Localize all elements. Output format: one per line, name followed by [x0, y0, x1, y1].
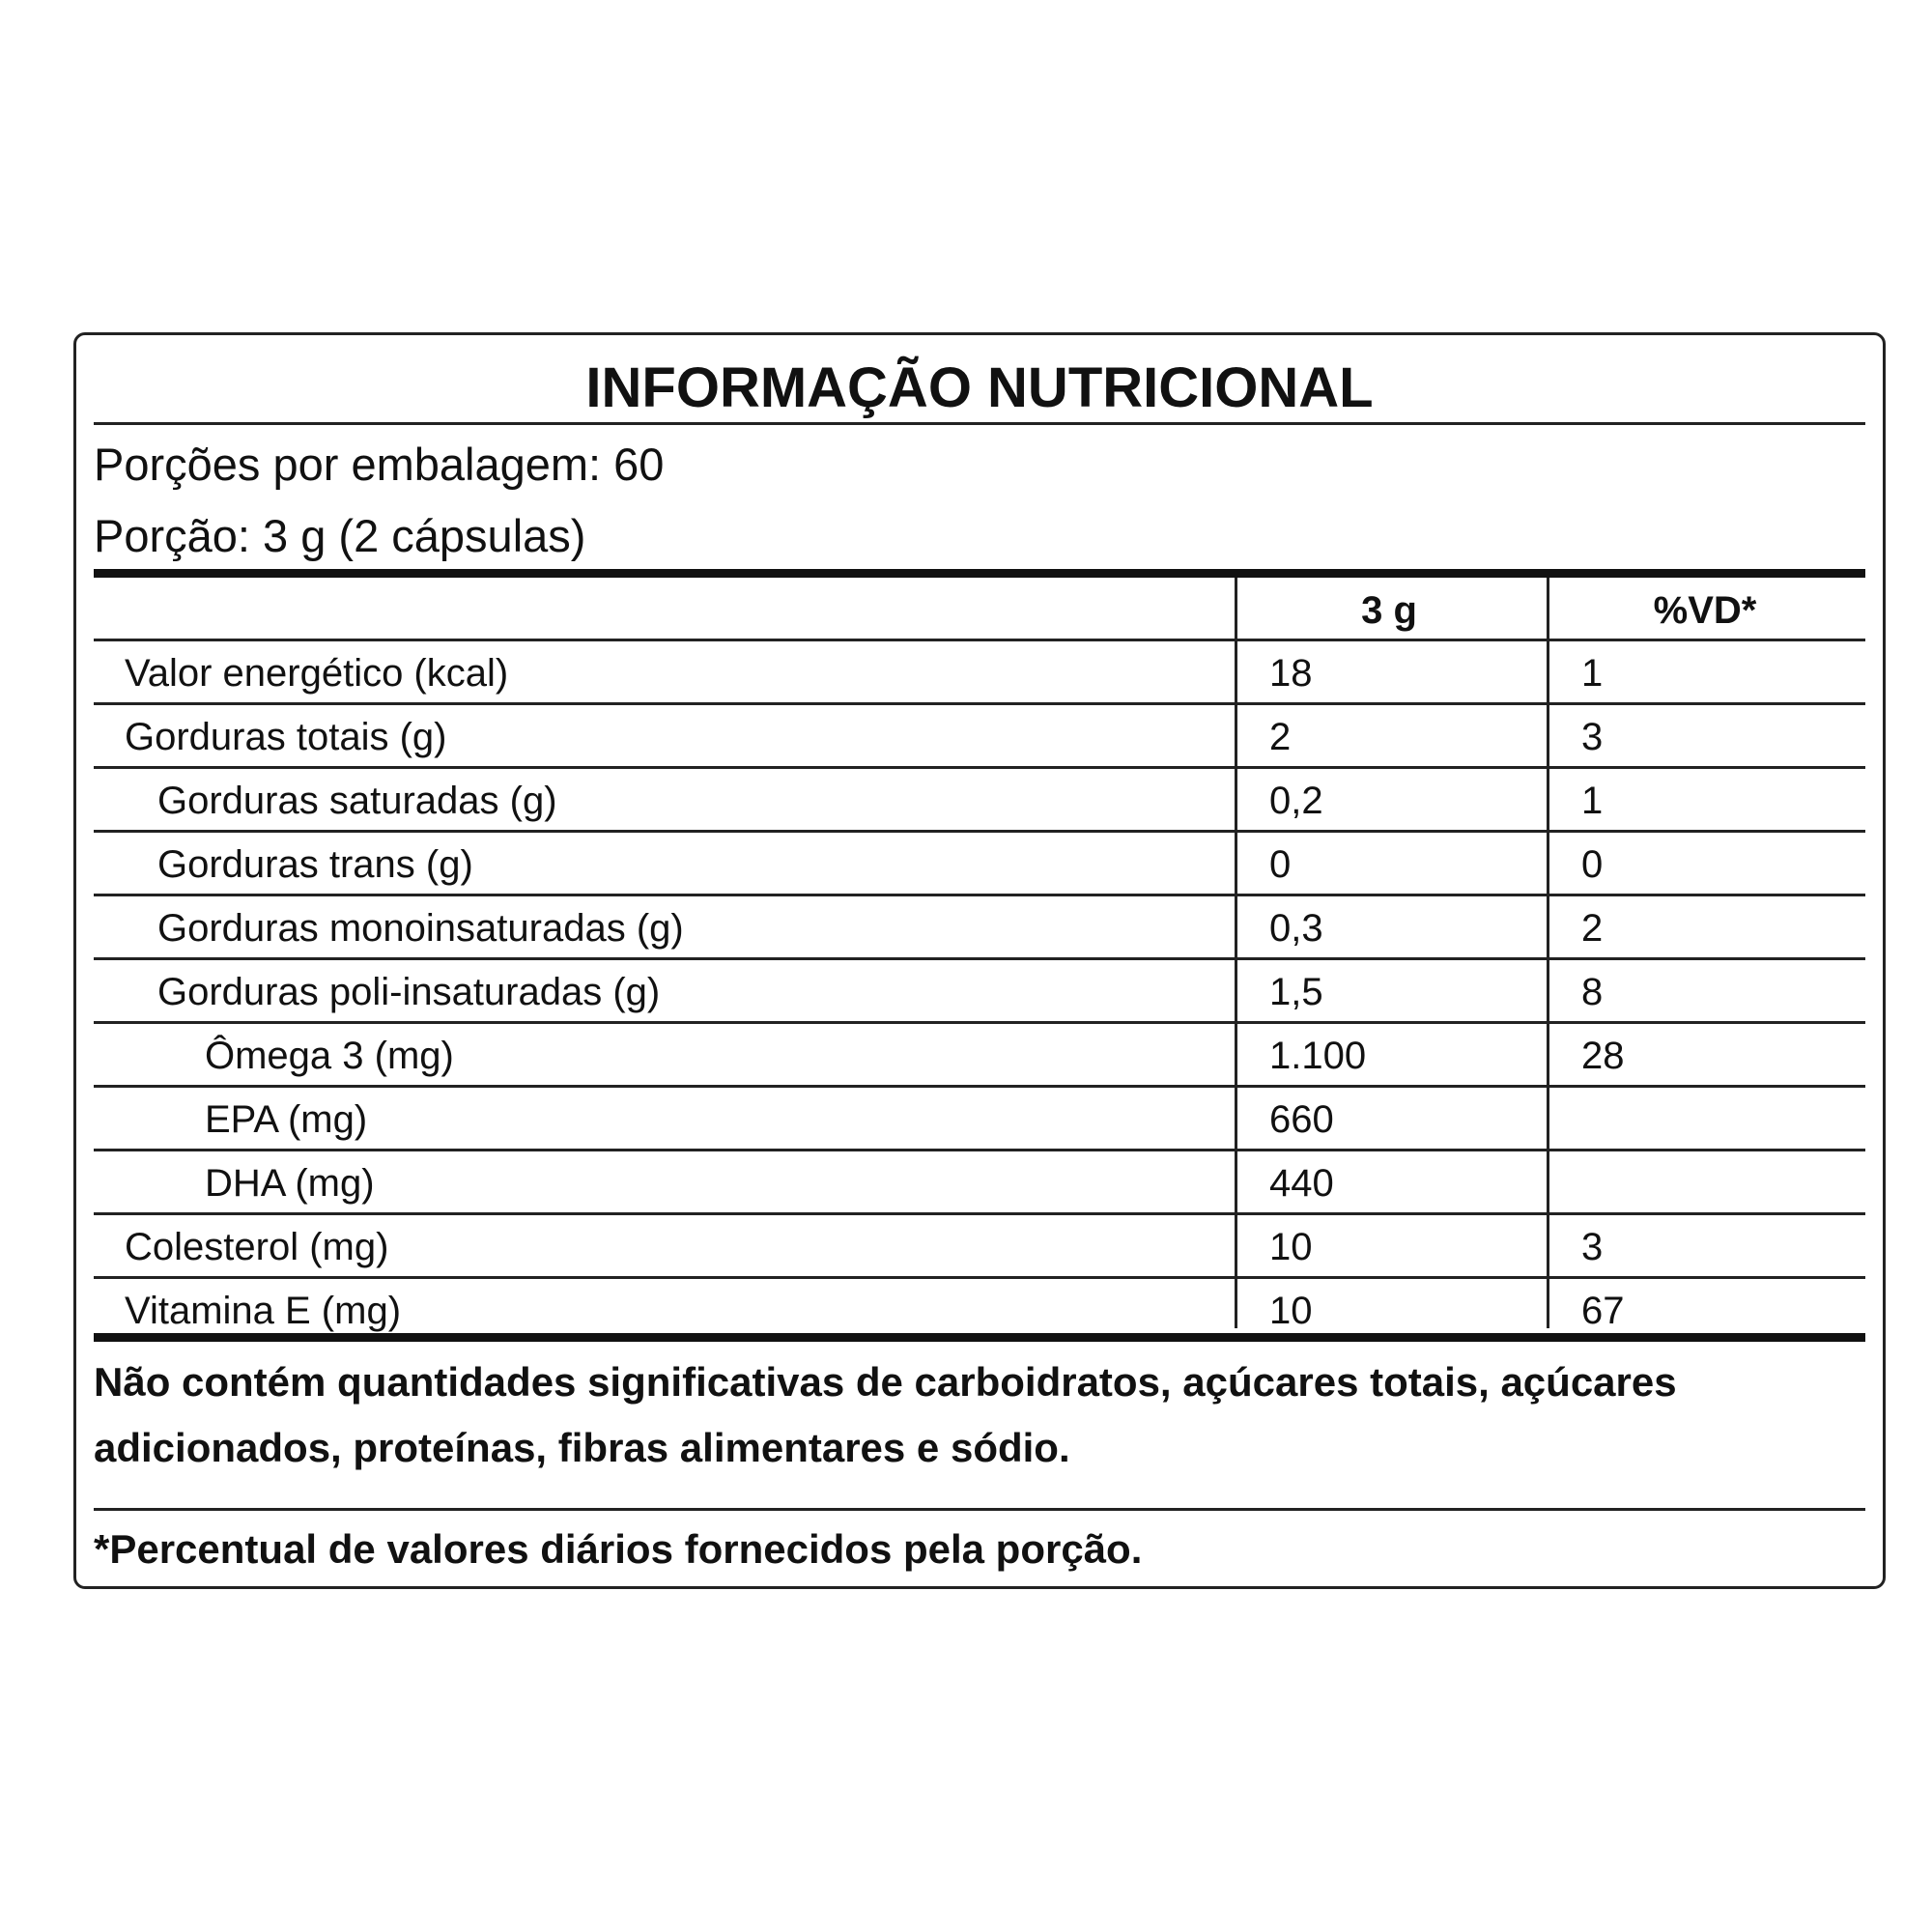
nutrient-amount: 0,2	[1269, 780, 1323, 822]
nutrition-table	[94, 578, 1865, 1332]
table-row	[94, 705, 1865, 769]
footnote-divider	[94, 1508, 1865, 1511]
column-header-amount: 3 g	[1361, 589, 1417, 632]
nutrition-title: INFORMAÇÃO NUTRICIONAL	[585, 356, 1374, 419]
table-row	[94, 1088, 1865, 1151]
table-row	[94, 833, 1865, 896]
nutrient-name: Vitamina E (mg)	[125, 1290, 402, 1332]
nutrient-amount: 0	[1269, 843, 1292, 886]
nutrient-amount: 2	[1269, 716, 1292, 758]
nutrient-amount: 10	[1269, 1226, 1313, 1268]
nutrient-amount: 660	[1269, 1098, 1334, 1141]
nutrient-name: Gorduras totais (g)	[125, 716, 447, 758]
table-row	[94, 641, 1865, 705]
nutrient-amount: 10	[1269, 1290, 1313, 1332]
nutrient-name: Ômega 3 (mg)	[205, 1035, 454, 1077]
table-row	[94, 769, 1865, 833]
nutrient-name: Gorduras poli-insaturadas (g)	[157, 971, 661, 1013]
column-header-daily-value: %VD*	[1653, 589, 1757, 632]
nutrient-name: Gorduras saturadas (g)	[157, 780, 557, 822]
daily-value-footnote: *Percentual de valores diários fornecidos pela porção.	[94, 1526, 1143, 1572]
nutrient-name: EPA (mg)	[205, 1098, 368, 1141]
nutrition-facts-panel	[73, 332, 1886, 1589]
nutrient-name: Gorduras monoinsaturadas (g)	[157, 907, 684, 950]
title-divider	[94, 422, 1865, 425]
nutrient-amount: 1,5	[1269, 971, 1323, 1013]
nutrient-daily-value: 3	[1581, 716, 1604, 758]
table-bottom-thick-divider	[94, 1333, 1865, 1342]
nutrient-daily-value: 67	[1581, 1290, 1625, 1332]
table-header-row	[94, 578, 1865, 641]
table-row	[94, 1215, 1865, 1279]
nutrition-facts-content	[94, 335, 1865, 1586]
nutrient-name: Valor energético (kcal)	[125, 652, 509, 695]
nutrient-daily-value: 8	[1581, 971, 1604, 1013]
nutrient-amount: 18	[1269, 652, 1313, 695]
nutrient-daily-value: 3	[1581, 1226, 1604, 1268]
table-row	[94, 1024, 1865, 1088]
nutrient-name: DHA (mg)	[205, 1162, 375, 1205]
table-row	[94, 896, 1865, 960]
table-row	[94, 1151, 1865, 1215]
nutrient-daily-value: 2	[1581, 907, 1604, 950]
table-row	[94, 960, 1865, 1024]
nutrient-daily-value: 1	[1581, 652, 1604, 695]
servings-per-package: Porções por embalagem: 60	[94, 439, 665, 490]
nutrient-daily-value: 1	[1581, 780, 1604, 822]
nutrient-amount: 440	[1269, 1162, 1334, 1205]
nutrient-amount: 0,3	[1269, 907, 1323, 950]
header-thick-divider	[94, 569, 1865, 578]
nutrient-amount: 1.100	[1269, 1035, 1367, 1077]
not-significant-note: Não contém quantidades significativas de carboidratos, açúcares totais, açúcares adicionados, proteínas, fibras alimentares e sódio.	[94, 1359, 1677, 1470]
serving-size: Porção: 3 g (2 cápsulas)	[94, 510, 586, 561]
nutrient-daily-value: 28	[1581, 1035, 1625, 1077]
nutrient-name: Gorduras trans (g)	[157, 843, 473, 886]
nutrient-daily-value: 0	[1581, 843, 1604, 886]
nutrient-name: Colesterol (mg)	[125, 1226, 389, 1268]
